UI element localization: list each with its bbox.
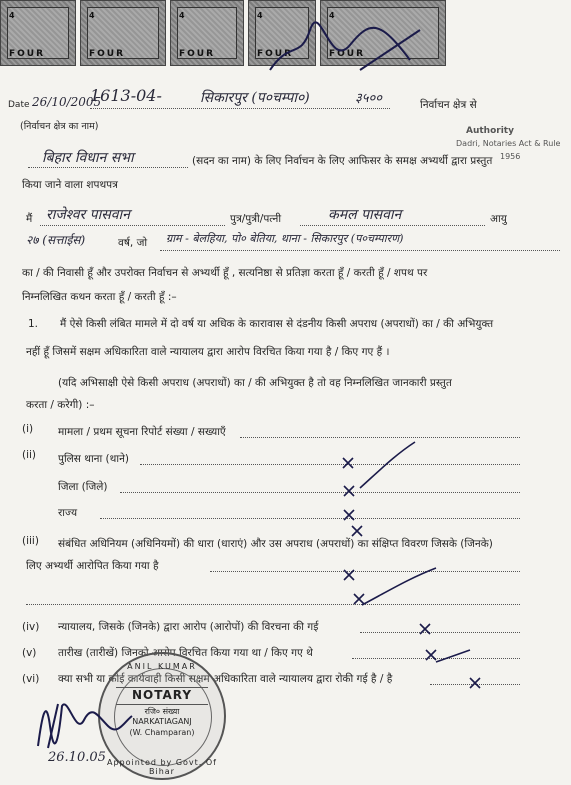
para1-line2: नहीं हूँ जिसमें सक्षम अधिकारिता वाले न्यायालय द्वारा आरोप विरचित किया गया है / किए गए हैं । <box>26 346 390 358</box>
stamp-1: 4 FOUR <box>0 0 76 66</box>
constituency-label: (निर्वाचन क्षेत्र का नाम) <box>20 121 99 132</box>
handwritten-strike-marks <box>0 400 571 700</box>
state-text: राज्य <box>58 507 78 519</box>
father-name-handwritten: कमल पासवान <box>328 207 402 223</box>
district-text: जिला (जिले) <box>58 481 108 493</box>
house-handwritten: बिहार विधान सभा <box>42 150 134 166</box>
item-v-number: (v) <box>22 647 37 659</box>
item-v-text: तारीख (तारीखें) जिनको आरोप विरचित किया गया था / किए गए थे <box>58 647 313 659</box>
address-handwritten: ग्राम - बेलहिया, पो० बेतिया, थाना - सिकारपुर (प०चम्पारण) <box>166 232 404 245</box>
notary-seal: ANIL KUMAR NOTARY रजि० संख्या NARKATIAGANJ (W. Champaran) Appointed by Govt. Of Bihar <box>98 652 226 780</box>
authority-line1: Authority <box>466 126 514 136</box>
item-vi-number: (vi) <box>22 673 40 685</box>
relation-text: पुत्र/पुत्री/पत्नी <box>230 213 282 225</box>
signature-date-handwritten: 26.10.05 <box>48 750 106 765</box>
item-iv-text: न्यायालय, जिसके (जिनके) द्वारा आरोप (आरोपों) की विरचना की गई <box>58 621 319 633</box>
affidavit-title: किया जाने वाला शपथपत्र <box>22 179 118 191</box>
resident-text: का / की निवासी हूँ और उपरोक्त निर्वाचन से अभ्यर्थी हूँ , सत्यनिष्ठा से प्रतिज्ञा करता हूँ / करती हूँ / शपथ पर <box>22 267 428 279</box>
candidate-name-handwritten: राजेश्वर पासवान <box>46 207 130 223</box>
para1-number: 1. <box>28 318 39 330</box>
name-prefix: मैं <box>26 213 33 225</box>
item-iii-line1: संबंधित अधिनियम (अधिनियमों) की धारा (धाराएं) और उस अपराध (अपराधों) का संक्षिप्त विवरण जिसके (जिनके) <box>58 538 493 550</box>
amount-handwritten: ३५०० <box>355 91 383 106</box>
para2-line2: करता / करेगी) :– <box>26 399 95 411</box>
notary-signature <box>28 686 138 756</box>
stamp-cancellation-scribble <box>0 0 460 80</box>
statement-text: निम्नलिखित कथन करता हूँ / करती हूँ :– <box>22 291 177 303</box>
age-handwritten: २७ (सत्ताईस) <box>26 233 86 247</box>
constituency-suffix: निर्वाचन क्षेत्र से <box>420 99 477 111</box>
item-iii-line2: लिए अभ्यर्थी आरोपित किया गया है <box>26 560 159 572</box>
item-vi-text: क्या सभी या कोई कार्यवाही किसी सक्षम अधिकारिता वाले न्यायालय द्वारा रोकी गई है / है <box>58 673 393 685</box>
stamp-number-handwritten: 1613-04- <box>90 86 162 105</box>
stamp-5: 4 FOUR <box>320 0 446 66</box>
item-i-number: (i) <box>22 423 34 435</box>
house-text: (सदन का नाम) के लिए निर्वाचन के लिए आफिसर के समक्ष अभ्यर्थी द्वारा प्रस्तुत <box>192 155 493 167</box>
years-text: वर्ष, जो <box>118 237 148 249</box>
item-i-text: मामला / प्रथम सूचना रिपोर्ट संख्या / सख्याएँ <box>58 426 226 438</box>
para2-line1: (यदि अभिसाक्षी ऐसे किसी अपराध (अपराधों) का / की अभियुक्त है तो वह निम्नलिखित जानकारी प्रस्तुत <box>58 377 452 389</box>
item-ii-text: पुलिस थाना (थाने) <box>58 453 130 465</box>
item-iii-number: (iii) <box>22 535 39 547</box>
item-ii-number: (ii) <box>22 449 37 461</box>
authority-line3: 1956 <box>500 152 521 161</box>
para1-line1: मैं ऐसे किसी लंबित मामले में दो वर्ष या अधिक के कारावास से दंडनीय किसी अपराध (अपराधों) का / की अभियुक्त <box>60 318 494 330</box>
age-label: आयु <box>490 213 507 225</box>
date-handwritten: 26/10/2005 <box>32 95 102 109</box>
date-prefix: Date <box>8 100 30 110</box>
authority-line2: Dadri, Notaries Act & Rule <box>456 139 561 148</box>
district-handwritten: सिकारपुर (प०चम्पा०) <box>200 90 310 106</box>
stamp-3: 4 FOUR <box>170 0 244 66</box>
stamp-2: 4 FOUR <box>80 0 166 66</box>
stamp-4: 4 FOUR <box>248 0 316 66</box>
item-iv-number: (iv) <box>22 621 40 633</box>
